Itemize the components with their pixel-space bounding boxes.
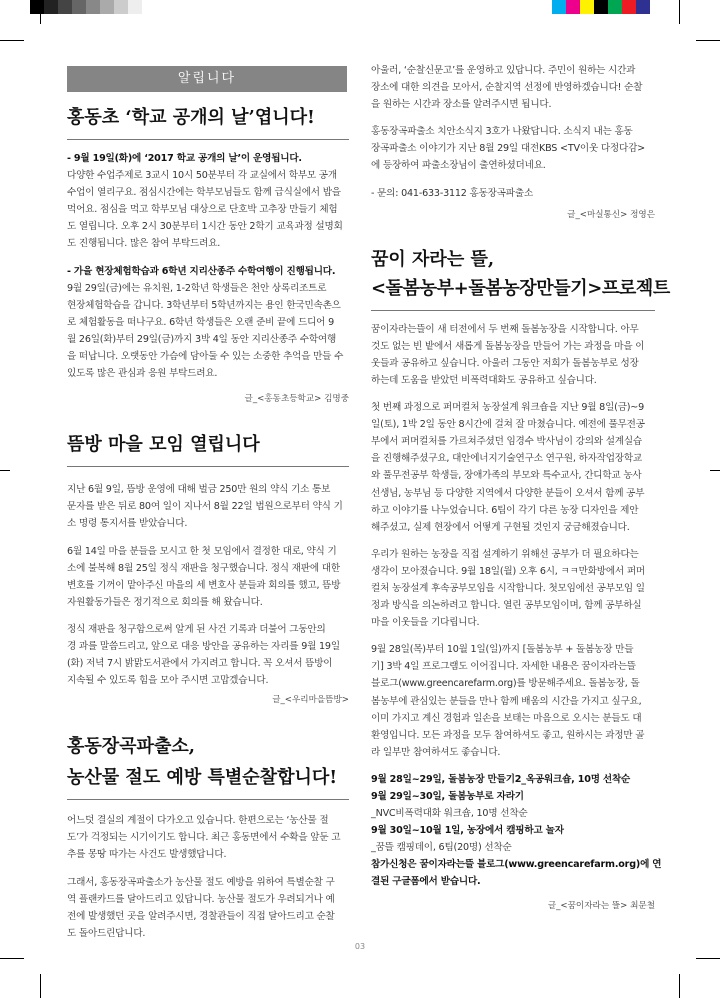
body-line: 홍동장곡파출소 치안소식지 3호가 나왔답니다. 소식지 내는 홍동 <box>371 126 633 138</box>
article-title: 홍동초 ‘학교 공개의 날’엽니다! <box>67 107 315 128</box>
body-line: 하는데 도움을 받았던 비폭력대화도 공유하고 싶습니다. <box>371 374 597 386</box>
article-body <box>371 62 655 202</box>
gray-swatch <box>72 0 86 14</box>
article-tteumbang <box>67 431 349 705</box>
body-line: 현장체험학습을 갑니다. 3학년부터 5학년까지는 용인 한국민속촌으 <box>67 299 341 311</box>
article-title-line: 홍동장곡파출소, <box>67 736 195 758</box>
crop-mark <box>696 40 720 41</box>
body-line: 6월 14일 마을 분들을 모시고 한 첫 모임에서 결정한 대로, 약식 기 <box>67 545 337 557</box>
body-line: 첫 번째 과정으로 퍼머컬처 농장설계 워크숍을 지난 9월 8일(금)~9 <box>371 402 645 414</box>
color-swatch <box>636 0 650 14</box>
color-swatch <box>580 0 594 14</box>
paragraph-gap <box>67 253 349 263</box>
body-line: _꿈뜰 캠핑데이, 6팀(20명) 선착순 <box>371 842 512 854</box>
body-line: 9월 30일~10월 1일, 농장에서 캠핑하고 놀자 <box>371 825 564 837</box>
body-line: - 문의: 041-633-3112 홍동장곡파출소 <box>371 187 534 199</box>
paragraph-gap <box>67 611 349 621</box>
body-line: - 9월 19일(화)에 ‘2017 학교 공개의 날’이 운영됩니다. <box>67 153 302 164</box>
body-line: 변호를 기꺼이 맡아주신 마을의 세 변호사 분들과 회의를 했고, 뜸방 <box>67 579 341 591</box>
crop-mark <box>679 974 680 998</box>
paragraph-gap <box>371 113 655 123</box>
paragraph-gap <box>371 761 655 771</box>
body-line: 전에 발생했던 곳을 알려주시면, 경찰관들이 직접 달아드리고 순찰 <box>67 910 335 922</box>
paragraph-gap <box>67 864 349 874</box>
body-line: 정식 재판을 청구함으로써 알게 된 사건 기록과 더불어 그동안의 <box>67 623 326 635</box>
body-line: 을 원하는 시간과 장소를 알려주시면 됩니다. <box>371 99 552 111</box>
body-line: 것도 없는 빈 밭에서 새롭게 돌봄농장을 만들어 가는 과정을 마을 이 <box>371 340 645 352</box>
body-line: 역 플랜카드를 달아드리고 있답니다. 농산물 절도가 우려되거나 예 <box>67 893 335 905</box>
body-line: 에 등장하여 파출소장님이 출연하셨더네요. <box>371 160 546 172</box>
crop-mark <box>0 958 24 959</box>
article-signature: 글_<홍동초등학교> 김명중 <box>244 394 349 405</box>
body-line: 9월 28일~29일, 돌봄농장 만들기2_옥공워크숍, 10명 선착순 <box>371 773 631 785</box>
title-divider <box>67 799 349 800</box>
body-line: 블로그(www.greencarefarm.org)를 방문해주세요. 돌봄농장, 돌 <box>371 678 640 690</box>
body-line: 어느덧 결실의 계절이 다가오고 있습니다. 한편으로는 ‘농산물 절 <box>67 815 329 827</box>
crop-mark <box>696 958 720 959</box>
article-school-open-day <box>67 104 349 404</box>
body-line: 다양한 수업주제로 3교시 10시 50분부터 각 교실에서 학부모 공개 <box>67 170 337 182</box>
crop-mark <box>679 0 680 24</box>
body-line: 와 풀무전공부 학생들, 장애가족의 부모와 특수교사, 간디학교 농사 <box>371 470 642 482</box>
body-line: 선생님, 농부님 등 다양한 지역에서 다양한 분들이 오셔서 함께 공부 <box>371 487 645 499</box>
body-line: 정과 방식을 의논하려고 합니다. 열린 공부모임이며, 함께 공부하실 <box>371 600 642 612</box>
grayscale-calibration-bar <box>30 0 142 14</box>
body-line: 마을 이웃들을 기다립니다. <box>371 617 480 629</box>
body-line: 그래서, 홍동장곡파출소가 농산물 절도 예방을 위하여 특별순찰 구 <box>67 876 335 888</box>
body-line: 일(토), 1박 2일 동안 8시간에 걸쳐 잘 마쳤습니다. 예전에 풀무전공 <box>371 419 645 431</box>
body-line: (화) 저녁 7시 밝맑도서관에서 가지려고 합니다. 꼭 오셔서 뜸방이 <box>67 658 333 670</box>
body-line: 라 일부만 참여하셔도 좋습니다. <box>371 746 501 758</box>
color-swatch <box>552 0 566 14</box>
article-body <box>371 321 662 891</box>
title-divider <box>371 310 655 311</box>
section-label: 알립니다 <box>67 66 347 92</box>
crop-mark <box>0 40 24 41</box>
article-police-patrol <box>67 733 349 942</box>
body-line: 장소에 대한 의견을 모아서, 순찰지역 선정에 반영하겠습니다! 순찰 <box>371 82 643 94</box>
gray-swatch <box>128 0 142 14</box>
body-line: 참가신청은 꿈이자라는뜰 블로그(www.greencarefarm.org)에 연 <box>371 859 662 871</box>
article-signature: 글_<꿈이자라는 뜰> 최문철 <box>547 900 655 911</box>
gray-swatch <box>100 0 114 14</box>
body-line: 자원활동가들은 정기적으로 회의를 해 왔습니다. <box>67 596 263 608</box>
article-body <box>67 481 349 689</box>
article-signature: 글_<우리마을뜸방> <box>272 695 349 706</box>
body-line: 기] 3박 4일 프로그램도 이어집니다. 자세한 내용은 꿈이자라는뜰 <box>371 661 636 673</box>
left-column <box>67 104 349 942</box>
body-line: 소에 불복해 8월 25일 정식 재판을 청구했습니다. 정식 재판에 대한 <box>67 562 340 574</box>
article-dream-garden <box>371 246 670 911</box>
gray-swatch <box>114 0 128 14</box>
color-swatch <box>622 0 636 14</box>
body-line: 도 진행됩니다. 많은 참여 부탁드려요. <box>67 238 221 250</box>
body-line: 먹어요. 점심을 먹고 학부모님 대상으로 단호박 고추장 만들기 체험 <box>67 204 338 216</box>
body-line: _NVC비폭력대화 워크숍, 10명 선착순 <box>371 808 528 820</box>
body-line: 문자를 받은 뒤로 80여 일이 지나서 8월 22일 법원으로부터 약식 기 <box>67 501 343 513</box>
body-line: 9월 28일(목)부터 10월 1일(일)까지 [돌봄농부 + 돌봄농장 만들 <box>371 644 634 656</box>
article-signature: 글_<마실통신> 정영은 <box>567 209 655 220</box>
article-title-line: <돌봄농부+돌봄농장만들기>프로젝트 <box>371 277 670 299</box>
gray-swatch <box>44 0 58 14</box>
body-line: 우리가 원하는 농장을 직접 설계하기 위해선 공부가 더 필요하다는 <box>371 548 639 560</box>
paragraph-gap <box>67 533 349 543</box>
article-title-line: 농산물 절도 예방 특별순찰합니다! <box>67 767 338 789</box>
body-line: 지속될 수 있도록 힘을 모아 주시면 고맙겠습니다. <box>67 675 269 687</box>
body-line: 아울러, ‘순찰신문고’를 운영하고 있답니다. 주민이 원하는 시간과 <box>371 65 636 76</box>
body-line: 월 26일(화)부터 29일(금)까지 3박 4일 동안 지리산종주 수학여행 <box>67 333 337 345</box>
article-body <box>67 150 349 382</box>
body-line: 도 돌아드린답니다. <box>67 927 146 939</box>
body-line: 해주셨고, 실제 현장에서 어떻게 구현될 것인지 궁금해졌습니다. <box>371 521 630 533</box>
gray-swatch <box>58 0 72 14</box>
body-line: 추를 몽땅 따가는 사건도 발생했답니다. <box>67 849 227 861</box>
body-line: - 가을 현장체험학습과 6학년 지리산종주 수학여행이 진행됩니다. <box>67 265 336 277</box>
body-line: 수업이 열리구요. 점심시간에는 학부모님들도 함께 급식실에서 밥을 <box>67 187 341 199</box>
body-line: 9월 29일~30일, 돌봄농부로 자라기 <box>371 791 524 802</box>
color-swatch <box>608 0 622 14</box>
article-title: 뜸방 마을 모임 열립니다 <box>67 434 260 456</box>
body-line: 부에서 퍼머컬처를 가르쳐주셨던 임경수 박사님이 강의와 설계실습 <box>371 436 642 448</box>
body-line: 꿈이자라는뜰이 새 터전에서 두 번째 돌봄농장을 시작합니다. 아무 <box>371 323 639 335</box>
body-line: 하고 이야기를 나누었습니다. 6팀이 각기 다른 농장 디자인을 제안 <box>371 504 639 516</box>
color-swatch <box>650 0 664 14</box>
article-title-line: 꿈이 자라는 뜰, <box>371 248 495 270</box>
body-line: 환영입니다. 모든 과정을 모두 참여하셔도 좋고, 원하시는 과정만 골 <box>371 729 645 741</box>
title-divider <box>67 139 349 140</box>
body-line: 을 떠납니다. 오랫동안 가슴에 담아둘 수 있는 소중한 추억을 만들 수 <box>67 351 344 363</box>
body-line: 있도록 많은 관심과 응원 부탁드려요. <box>67 368 218 380</box>
body-line: 컬처 농장설계 후속공부모임을 시작합니다. 첫모임에선 공부모임 일 <box>371 582 645 594</box>
body-line: 9월 29일(금)에는 유치원, 1-2학년 학생들은 천안 상록리조트로 <box>67 282 327 294</box>
crop-mark <box>710 470 720 471</box>
body-line: 소 명령 통지서를 받았습니다. <box>67 518 188 530</box>
body-line: 도’가 걱정되는 시기이기도 합니다. 최근 홍동면에서 수확을 앞둔 고 <box>67 832 341 844</box>
body-line: 지난 6월 9일, 뜸방 운영에 대해 벌금 250만 원의 약식 기소 통보 <box>67 484 331 496</box>
body-line: 이미 가지고 계신 경험과 일손을 보태는 마음으로 오시는 분들도 대 <box>371 712 642 724</box>
crop-mark <box>0 470 10 471</box>
gray-swatch <box>30 0 44 14</box>
color-swatch <box>594 0 608 14</box>
crop-mark <box>40 0 41 24</box>
body-line: 경 과를 말씀드리고, 앞으로 대응 방안을 공유하는 자리를 9월 19일 <box>67 640 340 652</box>
paragraph-gap <box>371 389 655 399</box>
body-line: 도 열립니다. 오후 2시 30분부터 1시간 동안 2학기 교육과정 설명회 <box>67 221 343 233</box>
article-body <box>67 812 349 942</box>
body-line: 장곡파출소 이야기가 지난 8월 29일 대전KBS <TV이웃 다정다감> <box>371 143 645 155</box>
crop-mark <box>40 974 41 998</box>
body-line: 봄농부에 관심있는 분들을 만나 함께 배움의 시간을 가지고 싶구요, <box>371 695 642 707</box>
body-line: 결된 구글폼에서 받습니다. <box>371 876 481 888</box>
paragraph-gap <box>371 175 655 185</box>
gray-swatch <box>86 0 100 14</box>
paragraph-gap <box>371 631 655 641</box>
article-police-patrol-continued <box>371 62 655 220</box>
page-number: 03 <box>354 942 366 951</box>
color-calibration-bar <box>552 0 664 14</box>
right-column <box>371 62 670 911</box>
title-divider <box>67 466 349 467</box>
color-swatch <box>566 0 580 14</box>
body-line: 생각이 모아졌습니다. 9월 18일(월) 오후 6시, ㅋㅋ만화방에서 퍼머 <box>371 565 645 577</box>
paragraph-gap <box>371 536 655 546</box>
body-line: 로 체험활동을 떠나구요. 6학년 학생들은 오랜 준비 끝에 드디어 9 <box>67 316 334 328</box>
body-line: 을 진행해주셨구요, 대안에너지기술연구소 연구원, 하자작업장학교 <box>371 453 642 465</box>
body-line: 웃들과 공유하고 싶습니다. 아울러 그동안 저희가 돌봄농부로 성장 <box>371 357 639 369</box>
